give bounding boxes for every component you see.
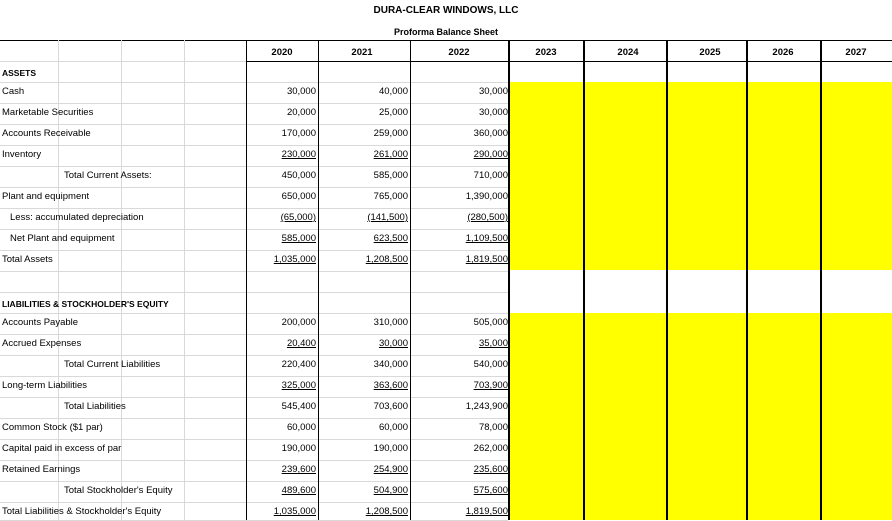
assets-value-2022: 30,000 bbox=[478, 107, 508, 118]
row-gridline bbox=[0, 334, 508, 335]
row-gridline bbox=[0, 418, 508, 419]
assets-value-2020: 450,000 bbox=[281, 170, 316, 181]
liabilities-row-label: Capital paid in excess of par bbox=[2, 443, 122, 454]
assets-row-label: Cash bbox=[2, 86, 25, 97]
row-gridline bbox=[0, 502, 508, 503]
liabilities-row-label: Common Stock ($1 par) bbox=[2, 422, 103, 433]
liabilities-value-2020: 200,000 bbox=[281, 317, 316, 328]
row-gridline bbox=[0, 481, 508, 482]
liabilities-value-2021: 363,600 bbox=[373, 380, 408, 391]
assets-row-label: Plant and equipment bbox=[2, 191, 90, 202]
liabilities-value-2022: 1,819,500 bbox=[465, 506, 508, 517]
liabilities-value-2020: 489,600 bbox=[281, 485, 316, 496]
liabilities-value-2020: 1,035,000 bbox=[273, 506, 316, 517]
liabilities-value-2022: 235,600 bbox=[473, 464, 508, 475]
assets-value-2022: 710,000 bbox=[473, 170, 508, 181]
liabilities-row-label: Retained Earnings bbox=[2, 464, 81, 475]
assets-value-2020: 1,035,000 bbox=[273, 254, 316, 265]
assets-value-2021: 585,000 bbox=[373, 170, 408, 181]
liabilities-value-2020: 60,000 bbox=[286, 422, 316, 433]
row-gridline bbox=[0, 292, 508, 293]
assets-value-2021: 25,000 bbox=[378, 107, 408, 118]
assets-value-2020: 230,000 bbox=[281, 149, 316, 160]
input-area-liabilities[interactable] bbox=[585, 313, 667, 520]
assets-value-2021: 261,000 bbox=[373, 149, 408, 160]
row-gridline bbox=[0, 439, 508, 440]
assets-value-2020: (65,000) bbox=[280, 212, 316, 223]
liabilities-row-label: Total Stockholder's Equity bbox=[64, 485, 173, 496]
liabilities-heading: LIABILITIES & STOCKHOLDER'S EQUITY bbox=[2, 299, 169, 309]
liabilities-value-2021: 190,000 bbox=[373, 443, 408, 454]
liabilities-value-2021: 504,900 bbox=[373, 485, 408, 496]
row-gridline bbox=[0, 208, 508, 209]
company-title: DURA-CLEAR WINDOWS, LLC bbox=[373, 5, 519, 16]
liabilities-value-2022: 540,000 bbox=[473, 359, 508, 370]
assets-value-2021: 1,208,500 bbox=[365, 254, 408, 265]
year-header-2027: 2027 bbox=[845, 47, 867, 58]
column-border-thick bbox=[508, 40, 510, 520]
liabilities-value-2020: 239,600 bbox=[281, 464, 316, 475]
input-area-assets[interactable] bbox=[668, 82, 747, 270]
input-area-liabilities[interactable] bbox=[509, 313, 584, 520]
liabilities-value-2021: 30,000 bbox=[378, 338, 408, 349]
liabilities-value-2021: 310,000 bbox=[373, 317, 408, 328]
assets-value-2020: 20,000 bbox=[286, 107, 316, 118]
input-area-liabilities[interactable] bbox=[822, 313, 892, 520]
liabilities-value-2022: 1,243,900 bbox=[465, 401, 508, 412]
input-area-assets[interactable] bbox=[748, 82, 821, 270]
liabilities-row-label: Accounts Payable bbox=[2, 317, 79, 328]
liabilities-value-2021: 703,600 bbox=[373, 401, 408, 412]
liabilities-value-2022: 703,900 bbox=[473, 380, 508, 391]
assets-value-2022: 290,000 bbox=[473, 149, 508, 160]
input-area-assets[interactable] bbox=[585, 82, 667, 270]
row-gridline bbox=[0, 460, 508, 461]
assets-row-label: Accounts Receivable bbox=[2, 128, 91, 139]
liabilities-row-label: Total Liabilities bbox=[64, 401, 126, 412]
row-gridline bbox=[0, 250, 508, 251]
assets-value-2022: (280,500) bbox=[467, 212, 508, 223]
liabilities-row-label: Total Current Liabilities bbox=[64, 359, 161, 370]
header-rule bbox=[246, 61, 892, 62]
assets-value-2022: 1,390,000 bbox=[465, 191, 508, 202]
assets-value-2022: 1,819,500 bbox=[465, 254, 508, 265]
row-gridline bbox=[0, 103, 508, 104]
assets-row-label: Net Plant and equipment bbox=[10, 233, 115, 244]
assets-value-2022: 1,109,500 bbox=[465, 233, 508, 244]
row-gridline bbox=[0, 166, 508, 167]
liabilities-value-2020: 20,400 bbox=[286, 338, 316, 349]
row-gridline bbox=[0, 355, 508, 356]
liabilities-value-2020: 325,000 bbox=[281, 380, 316, 391]
liabilities-value-2022: 575,600 bbox=[473, 485, 508, 496]
year-header-2020: 2020 bbox=[271, 47, 293, 58]
assets-value-2022: 30,000 bbox=[478, 86, 508, 97]
year-header-2025: 2025 bbox=[699, 47, 721, 58]
column-border bbox=[410, 40, 411, 520]
assets-value-2021: (141,500) bbox=[367, 212, 408, 223]
assets-value-2020: 585,000 bbox=[281, 233, 316, 244]
column-border-thick bbox=[666, 40, 668, 520]
assets-value-2020: 650,000 bbox=[281, 191, 316, 202]
row-gridline bbox=[0, 229, 508, 230]
row-gridline bbox=[0, 376, 508, 377]
assets-row-label: Less: accumulated depreciation bbox=[10, 212, 144, 223]
input-area-assets[interactable] bbox=[822, 82, 892, 270]
liabilities-value-2021: 340,000 bbox=[373, 359, 408, 370]
row-gridline bbox=[0, 40, 892, 41]
liabilities-value-2021: 1,208,500 bbox=[365, 506, 408, 517]
assets-value-2022: 360,000 bbox=[473, 128, 508, 139]
liabilities-value-2022: 35,000 bbox=[478, 338, 508, 349]
input-area-assets[interactable] bbox=[509, 82, 584, 270]
row-gridline bbox=[0, 313, 508, 314]
liabilities-value-2021: 60,000 bbox=[378, 422, 408, 433]
column-border-thick bbox=[746, 40, 748, 520]
column-border-thick bbox=[583, 40, 585, 520]
assets-value-2021: 623,500 bbox=[373, 233, 408, 244]
column-border-thick bbox=[820, 40, 822, 520]
liabilities-value-2021: 254,900 bbox=[373, 464, 408, 475]
row-gridline bbox=[0, 124, 508, 125]
year-header-2023: 2023 bbox=[535, 47, 557, 58]
row-gridline bbox=[0, 271, 508, 272]
row-gridline bbox=[0, 145, 508, 146]
liabilities-value-2020: 190,000 bbox=[281, 443, 316, 454]
assets-value-2020: 30,000 bbox=[286, 86, 316, 97]
assets-value-2021: 765,000 bbox=[373, 191, 408, 202]
input-area-liabilities[interactable] bbox=[748, 313, 821, 520]
row-gridline bbox=[0, 187, 508, 188]
assets-row-label: Inventory bbox=[2, 149, 42, 160]
assets-value-2021: 259,000 bbox=[373, 128, 408, 139]
row-gridline bbox=[0, 397, 508, 398]
assets-heading: ASSETS bbox=[2, 68, 37, 78]
assets-value-2020: 170,000 bbox=[281, 128, 316, 139]
row-gridline bbox=[0, 82, 508, 83]
liabilities-value-2020: 545,400 bbox=[281, 401, 316, 412]
liabilities-value-2022: 78,000 bbox=[478, 422, 508, 433]
year-header-2021: 2021 bbox=[351, 47, 373, 58]
liabilities-row-label: Total Liabilities & Stockholder's Equity bbox=[2, 506, 162, 517]
assets-value-2021: 40,000 bbox=[378, 86, 408, 97]
year-header-2022: 2022 bbox=[448, 47, 470, 58]
liabilities-value-2022: 262,000 bbox=[473, 443, 508, 454]
liabilities-value-2020: 220,400 bbox=[281, 359, 316, 370]
input-area-liabilities[interactable] bbox=[668, 313, 747, 520]
assets-row-label: Marketable Securities bbox=[2, 107, 94, 118]
liabilities-row-label: Long-term Liabilities bbox=[2, 380, 88, 391]
liabilities-row-label: Accrued Expenses bbox=[2, 338, 82, 349]
liabilities-value-2022: 505,000 bbox=[473, 317, 508, 328]
year-header-2026: 2026 bbox=[772, 47, 794, 58]
column-gridline bbox=[184, 40, 185, 520]
sheet-subtitle: Proforma Balance Sheet bbox=[393, 27, 499, 37]
year-header-2024: 2024 bbox=[617, 47, 639, 58]
assets-row-label: Total Current Assets: bbox=[64, 170, 152, 181]
assets-row-label: Total Assets bbox=[2, 254, 53, 265]
